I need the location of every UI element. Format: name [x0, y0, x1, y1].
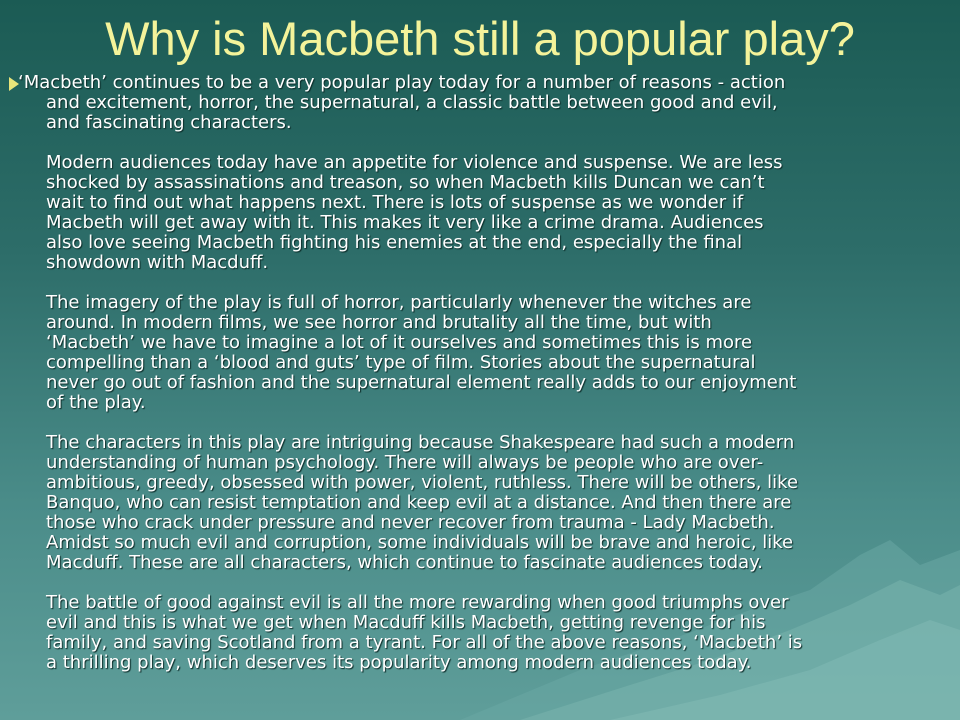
text-line: The battle of good against evil is all the more rewarding when good triumphs over	[46, 592, 789, 613]
text-line: ambitious, greedy, obsessed with power, violent, ruthless. There will be others, like	[46, 472, 799, 493]
text-line: The characters in this play are intriguing because Shakespeare had such a modern	[46, 432, 795, 453]
text-line: showdown with Macduff.	[46, 252, 269, 273]
text-line: those who crack under pressure and never recover from trauma - Lady Macbeth.	[46, 512, 775, 533]
text-line: a thrilling play, which deserves its popularity among modern audiences today.	[46, 652, 752, 673]
page-title: Why is Macbeth still a popular play?	[105, 12, 855, 65]
text-line: around. In modern films, we see horror and brutality all the time, but with	[46, 312, 712, 333]
text-line: of the play.	[46, 392, 146, 413]
text-line: wait to find out what happens next. There is lots of suspense as we wonder if	[46, 192, 744, 213]
text-line: Macduff. These are all characters, which continue to fascinate audiences today.	[46, 552, 764, 573]
paragraph-characters	[46, 433, 946, 573]
paragraph-horror-imagery	[46, 293, 946, 413]
text-line: understanding of human psychology. There will always be people who are over-	[46, 452, 764, 473]
text-line: ‘Macbeth’ we have to imagine a lot of it ourselves and sometimes this is more	[46, 332, 753, 353]
text-line: never go out of fashion and the supernatural element really adds to our enjoyment	[46, 372, 797, 393]
text-line: ‘Macbeth’ continues to be a very popular play today for a number of reasons - action	[18, 72, 786, 93]
text-line: and fascinating characters.	[46, 112, 292, 133]
paragraph-violence-suspense	[46, 153, 946, 273]
text-line: also love seeing Macbeth fighting his enemies at the end, especially the final	[46, 232, 743, 253]
text-line: shocked by assassinations and treason, so when Macbeth kills Duncan we can’t	[46, 172, 765, 193]
text-line: Amidst so much evil and corruption, some individuals will be brave and heroic, like	[46, 532, 794, 553]
text-line: family, and saving Scotland from a tyrant. For all of the above reasons, ‘Macbeth’ is	[46, 632, 803, 653]
text-line: Banquo, who can resist temptation and keep evil at a distance. And then there are	[46, 492, 792, 513]
paragraph-good-vs-evil	[46, 593, 946, 673]
text-line: The imagery of the play is full of horror, particularly whenever the witches are	[46, 292, 752, 313]
text-line: and excitement, horror, the supernatural, a classic battle between good and evil,	[46, 92, 778, 113]
text-line: evil and this is what we get when Macduff kills Macbeth, getting revenge for his	[46, 612, 766, 633]
text-line: Modern audiences today have an appetite for violence and suspense. We are less	[46, 152, 783, 173]
body-text	[18, 72, 946, 693]
paragraph-intro	[18, 72, 946, 133]
text-line: Macbeth will get away with it. This makes it very like a crime drama. Audiences	[46, 212, 764, 233]
text-line: compelling than a ‘blood and guts’ type of film. Stories about the supernatural	[46, 352, 756, 373]
